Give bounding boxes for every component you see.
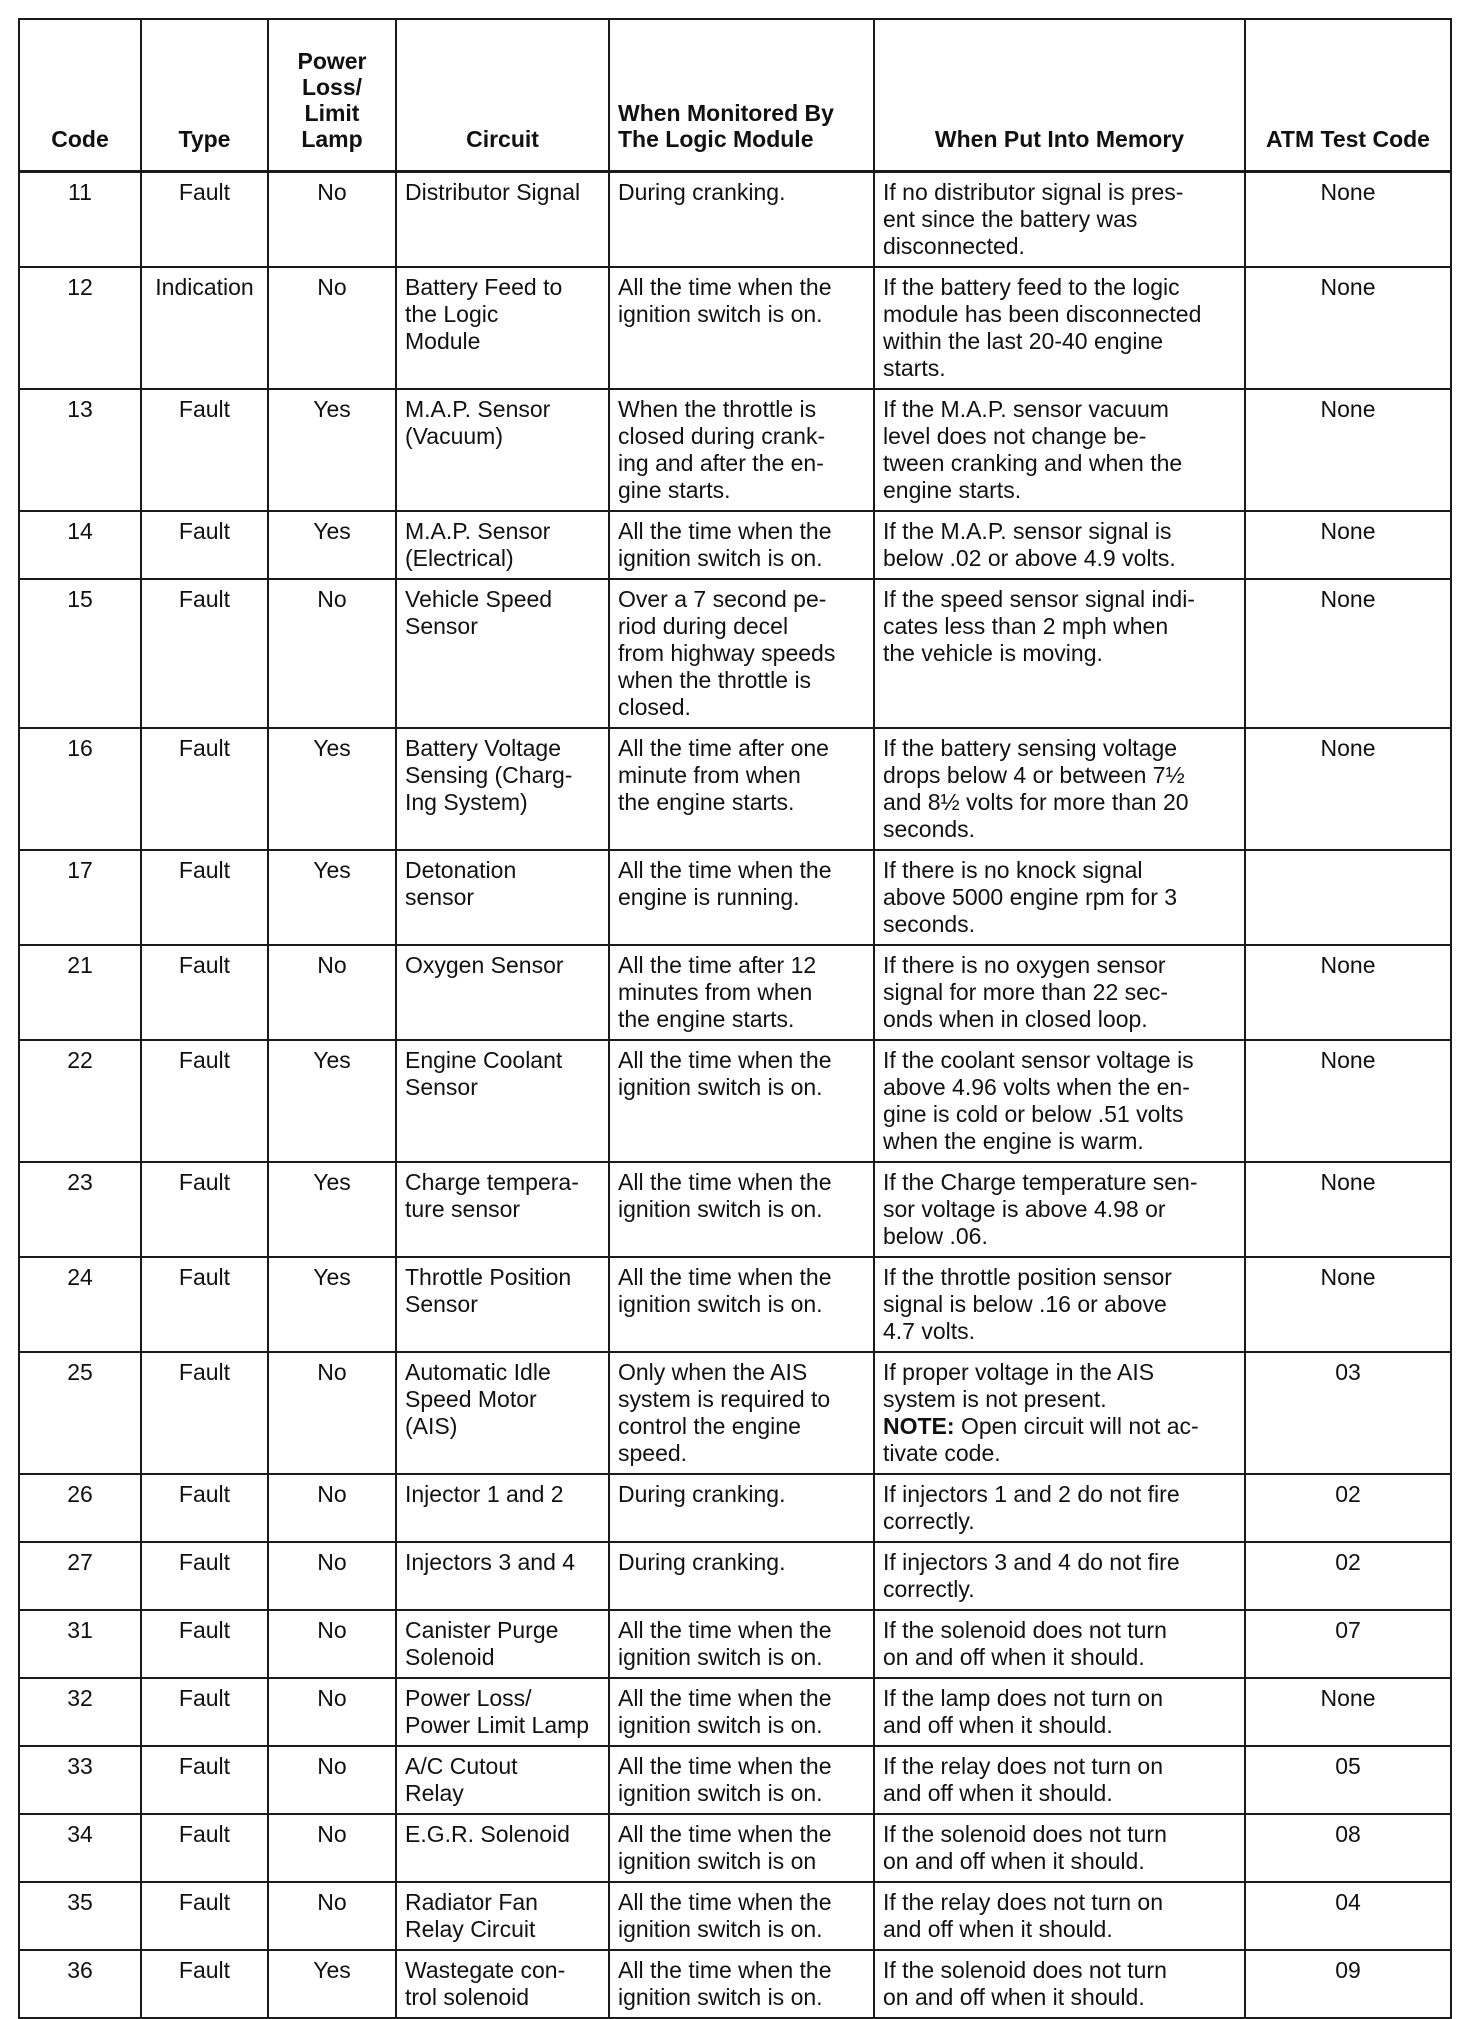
cell-monitored: All the time when the ignition switch is on. (609, 1950, 874, 2018)
table-row (19, 1162, 1451, 1257)
fault-code-sheet (18, 18, 1450, 2019)
header-atm-test-code: ATM Test Code (1245, 19, 1451, 172)
cell-monitored: All the time after 12 minutes from when the engine starts. (609, 945, 874, 1040)
cell-lamp: Yes (268, 1040, 396, 1162)
cell-memory (874, 1352, 1245, 1474)
cell-lamp: No (268, 1746, 396, 1814)
cell-lamp: No (268, 1882, 396, 1950)
cell-code: 22 (19, 1040, 141, 1162)
memory-text: If the M.A.P. sensor vacuum level does not change be- tween cranking and when the engine starts. (883, 396, 1183, 503)
cell-code: 21 (19, 945, 141, 1040)
cell-memory (874, 1474, 1245, 1542)
header-row (19, 19, 1451, 172)
cell-monitored: All the time when the ignition switch is on. (609, 1162, 874, 1257)
fault-code-table (18, 18, 1452, 2019)
cell-code: 25 (19, 1352, 141, 1474)
cell-circuit: Distributor Signal (396, 172, 609, 268)
cell-lamp: No (268, 1474, 396, 1542)
table-row (19, 1746, 1451, 1814)
cell-code: 16 (19, 728, 141, 850)
cell-circuit: Wastegate con- trol solenoid (396, 1950, 609, 2018)
header-when-put-into-memory: When Put Into Memory (874, 19, 1245, 172)
cell-atm-test-code: None (1245, 172, 1451, 268)
cell-circuit: Charge tempera- ture sensor (396, 1162, 609, 1257)
cell-circuit: A/C Cutout Relay (396, 1746, 609, 1814)
cell-atm-test-code: None (1245, 1257, 1451, 1352)
cell-monitored: During cranking. (609, 172, 874, 268)
cell-type: Fault (141, 850, 268, 945)
cell-atm-test-code: None (1245, 728, 1451, 850)
cell-circuit: M.A.P. Sensor (Vacuum) (396, 389, 609, 511)
cell-circuit: E.G.R. Solenoid (396, 1814, 609, 1882)
memory-text: If the speed sensor signal indi- cates less than 2 mph when the vehicle is moving. (883, 586, 1195, 666)
cell-memory (874, 511, 1245, 579)
cell-monitored: All the time after one minute from when the engine starts. (609, 728, 874, 850)
memory-text: If the relay does not turn on and off when it should. (883, 1753, 1164, 1806)
cell-memory (874, 1678, 1245, 1746)
table-row (19, 389, 1451, 511)
memory-text: If the throttle position sensor signal is below .16 or above 4.7 volts. (883, 1264, 1172, 1344)
table-row (19, 579, 1451, 728)
table-row (19, 1040, 1451, 1162)
cell-code: 27 (19, 1542, 141, 1610)
cell-lamp: Yes (268, 1950, 396, 2018)
memory-text: If no distributor signal is pres- ent since the battery was disconnected. (883, 179, 1184, 259)
cell-monitored: During cranking. (609, 1474, 874, 1542)
cell-monitored: All the time when the ignition switch is on. (609, 1746, 874, 1814)
memory-text: If the battery sensing voltage drops below 4 or between 7½ and 8½ volts for more than 20 seconds. (883, 735, 1189, 842)
memory-text: If the M.A.P. sensor signal is below .02 or above 4.9 volts. (883, 518, 1176, 571)
cell-memory (874, 1950, 1245, 2018)
cell-code: 11 (19, 172, 141, 268)
cell-type: Fault (141, 1474, 268, 1542)
cell-atm-test-code (1245, 850, 1451, 945)
table-row (19, 1814, 1451, 1882)
cell-atm-test-code: 05 (1245, 1746, 1451, 1814)
cell-circuit: Power Loss/ Power Limit Lamp (396, 1678, 609, 1746)
cell-circuit: Battery Voltage Sensing (Charg- Ing System) (396, 728, 609, 850)
table-row (19, 945, 1451, 1040)
cell-code: 14 (19, 511, 141, 579)
table-row (19, 1610, 1451, 1678)
cell-lamp: Yes (268, 850, 396, 945)
cell-code: 31 (19, 1610, 141, 1678)
memory-note-text: Open circuit will not ac- tivate code. (883, 1413, 1199, 1466)
cell-monitored: All the time when the ignition switch is on. (609, 1610, 874, 1678)
cell-lamp: No (268, 945, 396, 1040)
cell-circuit: Injector 1 and 2 (396, 1474, 609, 1542)
cell-code: 26 (19, 1474, 141, 1542)
cell-monitored: All the time when the ignition switch is on. (609, 1882, 874, 1950)
cell-memory (874, 1610, 1245, 1678)
cell-lamp: No (268, 579, 396, 728)
cell-memory (874, 1882, 1245, 1950)
memory-text: If injectors 3 and 4 do not fire correctly. (883, 1549, 1180, 1602)
cell-circuit: Throttle Position Sensor (396, 1257, 609, 1352)
cell-memory (874, 1040, 1245, 1162)
memory-text: If the Charge temperature sen- sor voltage is above 4.98 or below .06. (883, 1169, 1198, 1249)
cell-atm-test-code: None (1245, 579, 1451, 728)
cell-circuit: Detonation sensor (396, 850, 609, 945)
table-row (19, 1474, 1451, 1542)
cell-type: Fault (141, 1040, 268, 1162)
cell-atm-test-code: None (1245, 389, 1451, 511)
memory-text: If the coolant sensor voltage is above 4.96 volts when the en- gine is cold or below .51 volts when the engine is warm. (883, 1047, 1194, 1154)
cell-monitored: All the time when the ignition switch is on. (609, 267, 874, 389)
memory-text: If the solenoid does not turn on and off when it should. (883, 1821, 1167, 1874)
table-row (19, 172, 1451, 268)
cell-type: Fault (141, 389, 268, 511)
cell-type: Fault (141, 511, 268, 579)
cell-monitored: All the time when the ignition switch is on. (609, 1257, 874, 1352)
cell-circuit: Vehicle Speed Sensor (396, 579, 609, 728)
cell-code: 17 (19, 850, 141, 945)
cell-atm-test-code: None (1245, 1040, 1451, 1162)
cell-type: Fault (141, 1678, 268, 1746)
memory-note-label: NOTE: (883, 1413, 955, 1439)
cell-code: 34 (19, 1814, 141, 1882)
cell-code: 13 (19, 389, 141, 511)
cell-code: 32 (19, 1678, 141, 1746)
table-row (19, 728, 1451, 850)
cell-atm-test-code: 04 (1245, 1882, 1451, 1950)
cell-atm-test-code: None (1245, 267, 1451, 389)
memory-text: If the lamp does not turn on and off when it should. (883, 1685, 1164, 1738)
header-code: Code (19, 19, 141, 172)
cell-lamp: No (268, 1542, 396, 1610)
cell-lamp: Yes (268, 1257, 396, 1352)
cell-monitored: All the time when the ignition switch is on (609, 1814, 874, 1882)
cell-type: Fault (141, 172, 268, 268)
table-row (19, 267, 1451, 389)
cell-monitored: All the time when the ignition switch is on. (609, 511, 874, 579)
cell-monitored: During cranking. (609, 1542, 874, 1610)
cell-monitored: All the time when the ignition switch is on. (609, 1678, 874, 1746)
memory-text: If the battery feed to the logic module has been disconnected within the last 20-40 engine starts. (883, 274, 1202, 381)
cell-memory (874, 172, 1245, 268)
cell-monitored: When the throttle is closed during crank- ing and after the en- gine starts. (609, 389, 874, 511)
cell-atm-test-code: None (1245, 1162, 1451, 1257)
memory-text: If there is no oxygen sensor signal for more than 22 sec- onds when in closed loop. (883, 952, 1169, 1032)
cell-atm-test-code: 08 (1245, 1814, 1451, 1882)
cell-lamp: Yes (268, 1162, 396, 1257)
cell-atm-test-code: 07 (1245, 1610, 1451, 1678)
cell-atm-test-code: 02 (1245, 1474, 1451, 1542)
cell-atm-test-code: None (1245, 945, 1451, 1040)
cell-memory (874, 267, 1245, 389)
cell-code: 15 (19, 579, 141, 728)
cell-lamp: Yes (268, 728, 396, 850)
table-row (19, 1950, 1451, 2018)
cell-lamp: Yes (268, 511, 396, 579)
cell-monitored: All the time when the ignition switch is on. (609, 1040, 874, 1162)
cell-memory (874, 850, 1245, 945)
cell-memory (874, 1542, 1245, 1610)
cell-memory (874, 389, 1245, 511)
cell-type: Fault (141, 1610, 268, 1678)
memory-text: If there is no knock signal above 5000 engine rpm for 3 seconds. (883, 857, 1178, 937)
cell-code: 24 (19, 1257, 141, 1352)
header-type: Type (141, 19, 268, 172)
cell-type: Fault (141, 1746, 268, 1814)
cell-code: 12 (19, 267, 141, 389)
cell-circuit: Injectors 3 and 4 (396, 1542, 609, 1610)
cell-memory (874, 579, 1245, 728)
header-when-monitored: When Monitored By The Logic Module (609, 19, 874, 172)
cell-circuit: Automatic Idle Speed Motor (AIS) (396, 1352, 609, 1474)
table-row (19, 850, 1451, 945)
table-body (19, 172, 1451, 2019)
cell-atm-test-code: None (1245, 1678, 1451, 1746)
memory-text: If injectors 1 and 2 do not fire correctly. (883, 1481, 1180, 1534)
cell-lamp: No (268, 1678, 396, 1746)
cell-type: Fault (141, 1352, 268, 1474)
table-row (19, 1542, 1451, 1610)
cell-lamp: No (268, 1814, 396, 1882)
table-row (19, 1352, 1451, 1474)
cell-memory (874, 728, 1245, 850)
cell-memory (874, 945, 1245, 1040)
cell-atm-test-code: None (1245, 511, 1451, 579)
table-header (19, 19, 1451, 172)
cell-code: 23 (19, 1162, 141, 1257)
cell-circuit: Radiator Fan Relay Circuit (396, 1882, 609, 1950)
cell-atm-test-code: 09 (1245, 1950, 1451, 2018)
cell-type: Fault (141, 728, 268, 850)
cell-memory (874, 1162, 1245, 1257)
cell-lamp: No (268, 267, 396, 389)
cell-lamp: No (268, 1352, 396, 1474)
cell-type: Fault (141, 1542, 268, 1610)
cell-atm-test-code: 02 (1245, 1542, 1451, 1610)
cell-type: Indication (141, 267, 268, 389)
cell-monitored: Only when the AIS system is required to control the engine speed. (609, 1352, 874, 1474)
memory-text: If the solenoid does not turn on and off when it should. (883, 1617, 1167, 1670)
table-row (19, 1257, 1451, 1352)
memory-text: If the solenoid does not turn on and off when it should. (883, 1957, 1167, 2010)
table-row (19, 1882, 1451, 1950)
memory-text: If the relay does not turn on and off when it should. (883, 1889, 1164, 1942)
cell-circuit: Canister Purge Solenoid (396, 1610, 609, 1678)
header-power-loss-lamp: Power Loss/ Limit Lamp (268, 19, 396, 172)
table-row (19, 1678, 1451, 1746)
cell-type: Fault (141, 1882, 268, 1950)
cell-code: 33 (19, 1746, 141, 1814)
cell-type: Fault (141, 1814, 268, 1882)
cell-memory (874, 1746, 1245, 1814)
cell-lamp: No (268, 1610, 396, 1678)
cell-type: Fault (141, 1950, 268, 2018)
cell-type: Fault (141, 579, 268, 728)
header-circuit: Circuit (396, 19, 609, 172)
cell-circuit: Oxygen Sensor (396, 945, 609, 1040)
cell-circuit: Engine Coolant Sensor (396, 1040, 609, 1162)
cell-type: Fault (141, 945, 268, 1040)
cell-atm-test-code: 03 (1245, 1352, 1451, 1474)
cell-monitored: All the time when the engine is running. (609, 850, 874, 945)
cell-memory (874, 1814, 1245, 1882)
cell-memory (874, 1257, 1245, 1352)
cell-code: 36 (19, 1950, 141, 2018)
cell-lamp: No (268, 172, 396, 268)
cell-circuit: Battery Feed to the Logic Module (396, 267, 609, 389)
table-row (19, 511, 1451, 579)
memory-text: If proper voltage in the AIS system is not present. (883, 1359, 1155, 1412)
cell-type: Fault (141, 1257, 268, 1352)
cell-type: Fault (141, 1162, 268, 1257)
cell-monitored: Over a 7 second pe- riod during decel from highway speeds when the throttle is closed. (609, 579, 874, 728)
cell-code: 35 (19, 1882, 141, 1950)
cell-lamp: Yes (268, 389, 396, 511)
cell-circuit: M.A.P. Sensor (Electrical) (396, 511, 609, 579)
